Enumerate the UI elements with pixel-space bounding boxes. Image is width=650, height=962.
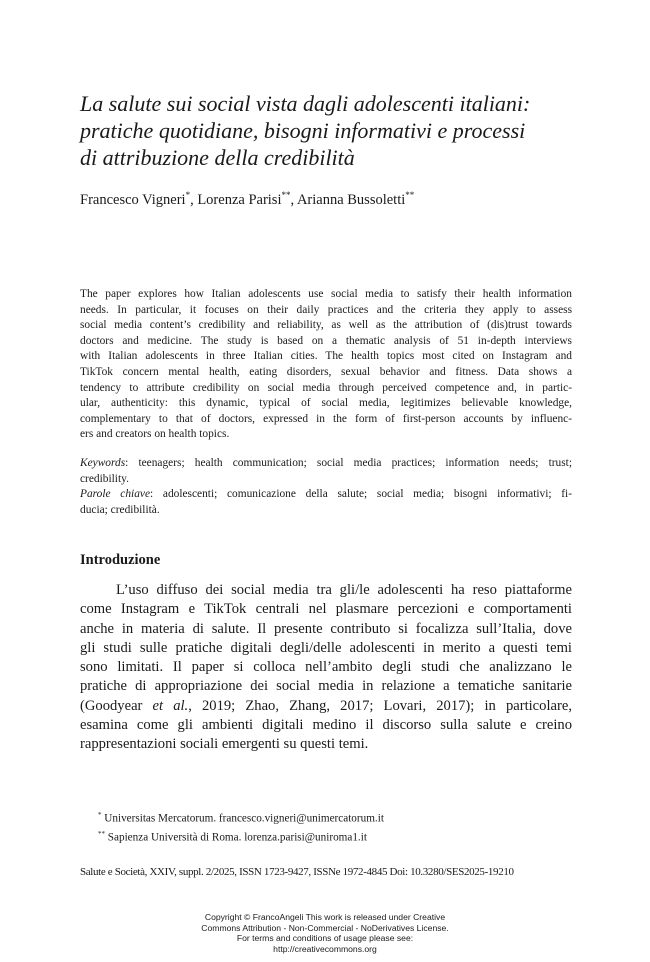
parole-chiave-text: : adolescenti; comunicazione della salute; social media; bisogni informativi; fi- (150, 488, 573, 501)
introduction-paragraph (80, 581, 572, 755)
keywords-line (80, 456, 572, 472)
parole-chiave-line (80, 487, 572, 503)
abstract (80, 287, 572, 443)
citation-etal: et al. (152, 697, 189, 714)
author-mark: ** (405, 190, 415, 200)
author-mark: ** (281, 190, 291, 200)
footnote-text: Universitas Mercatorum. francesco.vigneri@unimercatorum.it (101, 812, 384, 825)
author-name: Lorenza Parisi (197, 191, 282, 208)
author-name: Arianna Bussoletti (296, 191, 406, 208)
footnote-mark: ** (98, 829, 105, 838)
abstract-line: doctors and medicine. The study is based on a thematic analysis of 51 in-depth interviews (80, 334, 572, 347)
keywords-line: credibility. (80, 472, 129, 485)
footnote-text: Sapienza Università di Roma. lorenza.parisi@uniroma1.it (105, 831, 367, 844)
footnote (98, 827, 384, 846)
keywords-text: : teenagers; health communication; social media practices; information needs; trust; (125, 457, 572, 469)
paragraph-line: esamina come gli ambienti digitali medino il discorso sulla salute e creino (80, 717, 572, 734)
copyright-line: Commons Attribution - Non-Commercial - NoDerivatives License. (201, 922, 449, 933)
paragraph-line (80, 697, 572, 716)
abstract-line: needs. In particular, it focuses on their daily practices and the criteria they apply to assess (80, 303, 572, 316)
title-line: La salute sui social vista dagli adolescenti italiani: (80, 91, 531, 116)
parole-chiave-label: Parole chiave (80, 488, 151, 501)
copyright-link[interactable]: http://creativecommons.org (273, 943, 377, 954)
article-title (80, 90, 580, 171)
title-line: pratiche quotidiane, bisogni informativi e processi (80, 118, 526, 143)
author-list: Francesco Vigneri*, Lorenza Parisi**, Arianna Bussoletti** (80, 190, 415, 208)
paragraph-line: anche in materia di salute. Il presente contributo si focalizza sull’Italia, dove (80, 620, 572, 637)
author-mark: * (185, 190, 191, 200)
copyright-line: Copyright © FrancoAngeli This work is released under Creative (204, 912, 446, 922)
section-title: Introduzione (80, 552, 161, 568)
abstract-line: TikTok concern mental health, eating disorders, sexual behavior and fitness. Data shows a (80, 365, 572, 378)
paragraph-line: gli studi sulle pratiche digitali degli/delle adolescenti in merito a questi temi (80, 639, 572, 656)
paragraph-line: come Instagram e TikTok centrali nel plasmare percezioni e comportamenti (80, 601, 572, 618)
abstract-line: social media content’s credibility and reliability, as well as the attribution of (dis)trust towards (80, 319, 572, 332)
author-name: Francesco Vigneri (80, 191, 186, 208)
copyright-line: For terms and conditions of usage please see: (236, 933, 414, 943)
abstract-line: complementary to that of doctors, expressed in the form of first-person accounts by influenc- (80, 412, 572, 425)
copyright-notice (0, 912, 650, 954)
citation-text: (Goodyear (80, 697, 153, 714)
journal-citation: Salute e Società, XXIV, suppl. 2/2025, ISSN 1723-9427, ISSNe 1972-4845 Doi: 10.3280/SES2025-19210 (80, 866, 514, 878)
paragraph-line: sono limitati. Il paper si colloca nell’ambito degli studi che analizzano le (80, 659, 572, 676)
paragraph-line: rappresentazioni sociali emergenti su questi temi. (80, 736, 369, 753)
abstract-line: ers and creators on health topics. (80, 428, 230, 441)
title-line: di attribuzione della credibilità (80, 145, 355, 170)
abstract-line: The paper explores how Italian adolescents use social media to satisfy their health information (80, 288, 572, 300)
abstract-line: with Italian adolescents in three Italian cities. The health topics most cited on Instagram and (80, 350, 572, 363)
keywords-label: Keywords (80, 457, 126, 469)
keywords-block (80, 456, 572, 518)
parole-chiave-line: ducia; credibilità. (80, 503, 160, 516)
footnotes (98, 808, 384, 845)
paragraph-line: L’uso diffuso dei social media tra gli/le adolescenti ha reso piattaforme (116, 582, 572, 598)
paragraph-line: pratiche di appropriazione dei social media in relazione a tematiche sanitarie (80, 678, 572, 695)
citation-text: , 2019; Zhao, Zhang, 2017; Lovari, 2017); in particolare, (188, 697, 572, 714)
footnote-mark: * (98, 811, 102, 819)
abstract-line: ular, authenticity: this dynamic, typical of social media, legitimizes believable knowledge, (80, 397, 572, 410)
abstract-line: tendency to attribute credibility on social media through perceived competence and, in partic- (80, 381, 572, 394)
footnote (98, 808, 384, 827)
